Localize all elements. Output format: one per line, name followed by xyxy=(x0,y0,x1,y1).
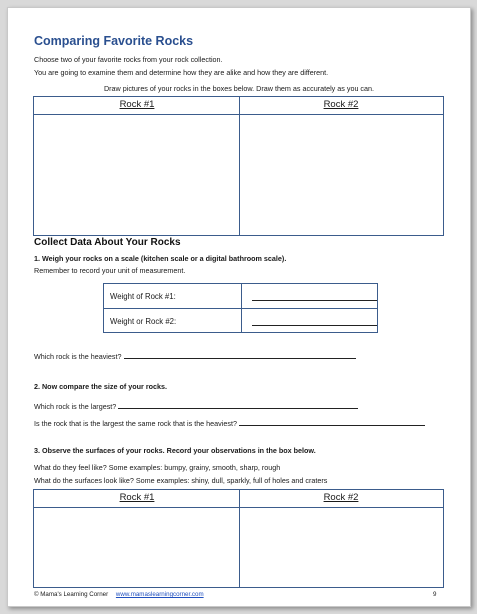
worksheet-page xyxy=(7,7,471,607)
step3-heading: 3. Observe the surfaces of your rocks. Record your observations in the box below. xyxy=(34,446,316,455)
weight-row-divider xyxy=(241,309,242,333)
observation-box-divider xyxy=(239,490,240,587)
footer xyxy=(34,591,204,598)
step1-heading: 1. Weigh your rocks on a scale (kitchen scale or a digital bathroom scale). xyxy=(34,254,287,263)
weight-rock1-field[interactable] xyxy=(252,300,377,301)
footer-copyright: © Mama's Learning Corner xyxy=(34,591,109,598)
page-title: Comparing Favorite Rocks xyxy=(34,34,194,48)
intro-line-2: You are going to examine them and determine how they are alike and how they are different. xyxy=(34,68,329,77)
heaviest-question-text: Which rock is the heaviest? xyxy=(34,352,122,361)
observation-box-rock2-label: Rock #2 xyxy=(323,492,359,503)
observation-box-rock1-label: Rock #1 xyxy=(119,492,155,503)
largest-answer-field[interactable] xyxy=(118,400,358,409)
weight-table xyxy=(103,283,378,333)
weight-row-1 xyxy=(104,284,377,308)
feel-examples: What do they feel like? Some examples: bumpy, grainy, smooth, sharp, rough xyxy=(34,463,281,472)
weight-row-2-label: Weight or Rock #2: xyxy=(110,317,177,326)
drawing-box-rock1-label: Rock #1 xyxy=(119,99,155,110)
step2-heading: 2. Now compare the size of your rocks. xyxy=(34,382,168,391)
footer-link[interactable]: www.mamaslearningcorner.com xyxy=(115,591,204,598)
weight-row-2 xyxy=(104,308,377,333)
heaviest-question xyxy=(34,350,356,361)
look-examples: What do the surfaces look like? Some examples: shiny, dull, sparkly, full of holes and craters xyxy=(34,476,328,485)
same-rock-answer-field[interactable] xyxy=(239,417,425,426)
same-rock-question-text: Is the rock that is the largest the same rock that is the heaviest? xyxy=(34,419,237,428)
largest-question-text: Which rock is the largest? xyxy=(34,402,117,411)
section-heading: Collect Data About Your Rocks xyxy=(34,237,181,248)
weight-row-divider xyxy=(241,284,242,308)
draw-instruction: Draw pictures of your rocks in the boxes below. Draw them as accurately as you can. xyxy=(103,84,375,93)
heaviest-answer-field[interactable] xyxy=(124,350,356,359)
largest-question xyxy=(34,400,358,411)
weight-rock2-field[interactable] xyxy=(252,325,377,326)
drawing-box-divider xyxy=(239,97,240,235)
intro-line-1: Choose two of your favorite rocks from your rock collection. xyxy=(34,55,223,64)
observation-box[interactable] xyxy=(33,489,444,588)
drawing-box[interactable] xyxy=(33,96,444,236)
weight-row-1-label: Weight of Rock #1: xyxy=(110,292,176,301)
same-rock-question xyxy=(34,417,425,428)
drawing-box-rock2-label: Rock #2 xyxy=(323,99,359,110)
page-number: 9 xyxy=(433,591,437,598)
step1-note: Remember to record your unit of measurement. xyxy=(34,266,186,275)
